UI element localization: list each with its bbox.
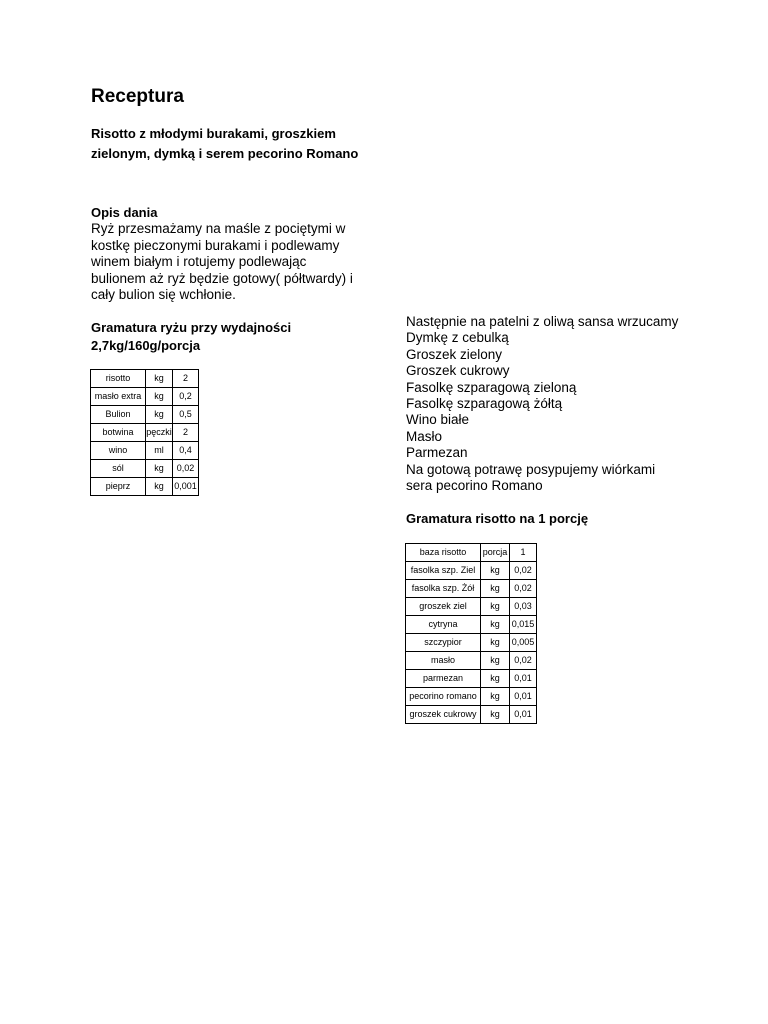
ingredient-cell: fasolka szp. Ziel [406, 562, 481, 580]
description-line: kostkę pieczonymi burakami i podlewamy [91, 237, 340, 253]
table-row [406, 580, 537, 598]
rice-ingredients-table-body [91, 370, 199, 496]
ingredient-cell: groszek ziel [406, 598, 481, 616]
unit-cell: porcja [481, 544, 510, 562]
ingredient-cell: masło [406, 652, 481, 670]
unit-cell: ml [146, 442, 173, 460]
description-text [91, 221, 353, 304]
table-row [406, 598, 537, 616]
table-row [406, 562, 537, 580]
table-row [406, 670, 537, 688]
step-line: Groszek cukrowy [406, 363, 510, 379]
step-line: Parmezan [406, 445, 468, 461]
quantity-cell: 0,02 [173, 460, 199, 478]
ingredient-cell: pecorino romano [406, 688, 481, 706]
quantity-cell: 0,001 [173, 478, 199, 496]
ingredient-cell: sól [91, 460, 146, 478]
step-line: Fasolkę szparagową zieloną [406, 379, 577, 395]
rice-ingredients-table [90, 369, 199, 496]
quantity-cell: 1 [510, 544, 537, 562]
ingredient-cell: parmezan [406, 670, 481, 688]
step-line: Na gotową potrawę posypujemy wiórkami [406, 461, 656, 477]
step-line: sera pecorino Romano [406, 478, 543, 494]
step-line: Groszek zielony [406, 346, 503, 362]
table-row [406, 634, 537, 652]
table-row [406, 616, 537, 634]
step-line: Dymkę z cebulką [406, 330, 509, 346]
rice-gramature-heading-line: 2,7kg/160g/porcja [91, 338, 201, 353]
table-row [406, 652, 537, 670]
ingredient-cell: szczypior [406, 634, 481, 652]
unit-cell: kg [481, 652, 510, 670]
rice-gramature-heading-line: Gramatura ryżu przy wydajności [91, 320, 292, 335]
unit-cell: kg [481, 688, 510, 706]
quantity-cell: 0,01 [510, 688, 537, 706]
unit-cell: kg [146, 406, 173, 424]
rice-gramature-heading [91, 319, 331, 355]
quantity-cell: 0,5 [173, 406, 199, 424]
description-line: Ryż przesmażamy na maśle z pociętymi w [91, 221, 346, 236]
quantity-cell: 0,01 [510, 706, 537, 724]
portion-ingredients-table-body [406, 544, 537, 724]
step-line: Następnie na patelni z oliwą sansa wrzucamy [406, 314, 679, 329]
step-line: Fasolkę szparagową żółtą [406, 396, 563, 412]
ingredient-cell: cytryna [406, 616, 481, 634]
portion-ingredients-table [405, 543, 537, 724]
table-row [406, 688, 537, 706]
quantity-cell: 0,2 [173, 388, 199, 406]
dish-name [91, 124, 381, 164]
dish-name-line: zielonym, dymką i serem pecorino Romano [91, 146, 359, 161]
dish-name-line: Risotto z młodymi burakami, groszkiem [91, 126, 336, 141]
step-line: Masło [406, 428, 443, 444]
table-row [91, 424, 199, 442]
unit-cell: kg [481, 706, 510, 724]
ingredient-cell: botwina [91, 424, 146, 442]
document-title: Receptura [91, 86, 184, 107]
unit-cell: kg [146, 478, 173, 496]
ingredient-cell: groszek cukrowy [406, 706, 481, 724]
quantity-cell: 0,015 [510, 616, 537, 634]
description-line: winem białym i rotujemy podlewając [91, 254, 307, 269]
table-row [91, 460, 199, 478]
steps-text [406, 314, 678, 494]
ingredient-cell: masło extra [91, 388, 146, 406]
unit-cell: kg [146, 388, 173, 406]
ingredient-cell: wino [91, 442, 146, 460]
table-row [91, 406, 199, 424]
quantity-cell: 0,4 [173, 442, 199, 460]
ingredient-cell: Bulion [91, 406, 146, 424]
description-heading: Opis dania [91, 205, 158, 220]
step-line: Wino białe [406, 412, 470, 428]
description-line: bulionem aż ryż będzie gotowy( półtwardy) i [91, 270, 353, 286]
quantity-cell: 0,03 [510, 598, 537, 616]
ingredient-cell: baza risotto [406, 544, 481, 562]
table-row [91, 478, 199, 496]
quantity-cell: 0,02 [510, 652, 537, 670]
table-row [91, 388, 199, 406]
unit-cell: kg [481, 670, 510, 688]
table-row [91, 370, 199, 388]
unit-cell: kg [481, 580, 510, 598]
unit-cell: kg [481, 562, 510, 580]
quantity-cell: 0,005 [510, 634, 537, 652]
quantity-cell: 0,01 [510, 670, 537, 688]
table-row [91, 442, 199, 460]
table-row [406, 706, 537, 724]
ingredient-cell: fasolka szp. Żół [406, 580, 481, 598]
unit-cell: kg [146, 370, 173, 388]
ingredient-cell: pieprz [91, 478, 146, 496]
unit-cell: kg [481, 598, 510, 616]
quantity-cell: 2 [173, 370, 199, 388]
unit-cell: kg [481, 634, 510, 652]
ingredient-cell: risotto [91, 370, 146, 388]
unit-cell: kg [146, 460, 173, 478]
portion-gramature-heading: Gramatura risotto na 1 porcję [406, 511, 589, 526]
quantity-cell: 0,02 [510, 580, 537, 598]
table-row [406, 544, 537, 562]
quantity-cell: 2 [173, 424, 199, 442]
description-line: cały bulion się wchłonie. [91, 287, 236, 302]
quantity-cell: 0,02 [510, 562, 537, 580]
unit-cell: kg [481, 616, 510, 634]
unit-cell: pęczki [146, 424, 173, 442]
